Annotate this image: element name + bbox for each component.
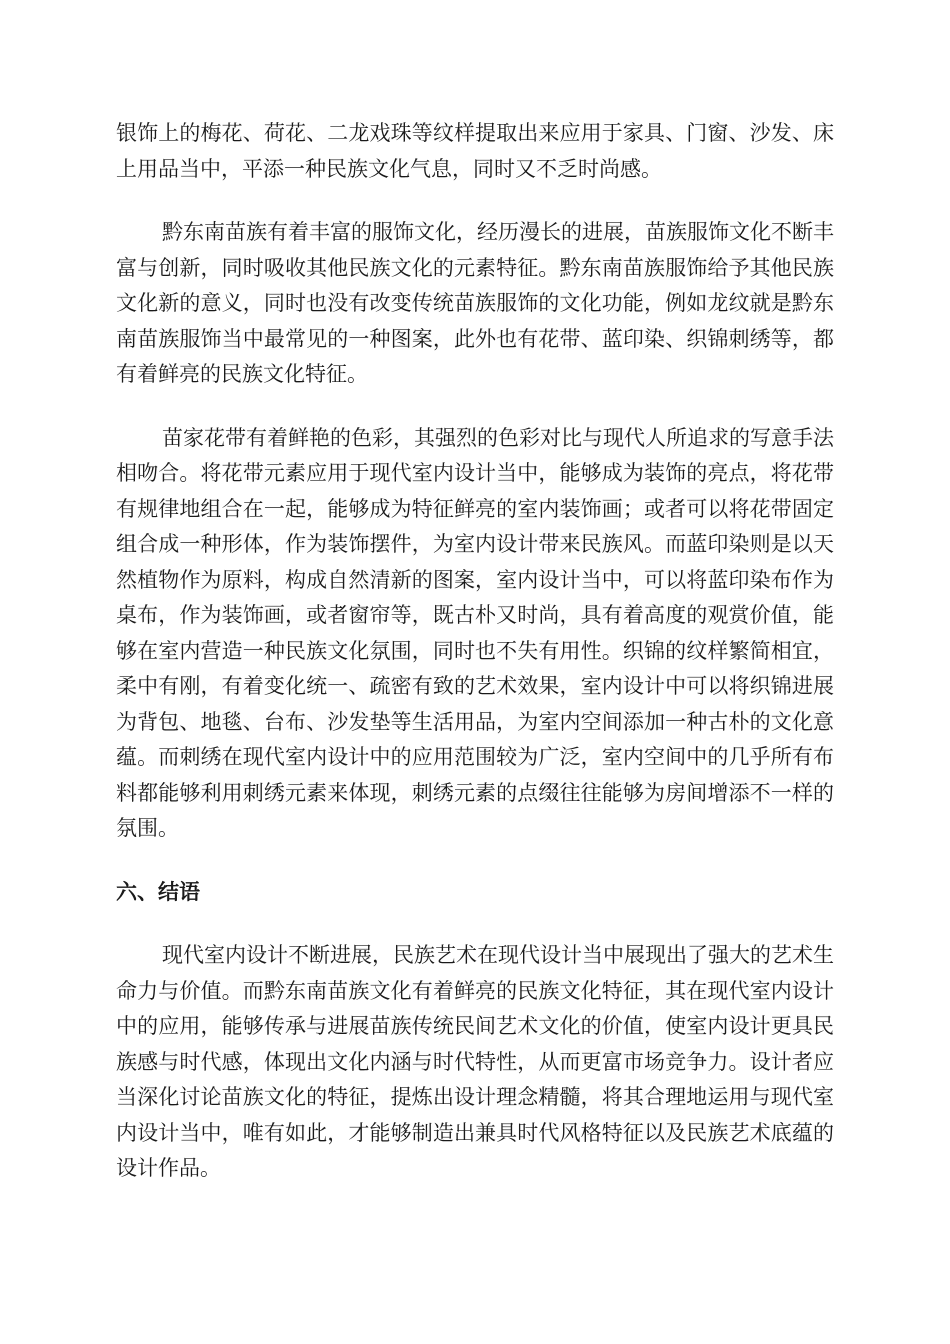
- paragraph-flower-belt-applications: 苗家花带有着鲜艳的色彩，其强烈的色彩对比与现代人所追求的写意手法相吻合。将花带元素应用于现代室内设计当中，能够成为装饰的亮点，将花带有规律地组合在一起，能够成为特征鲜亮的室内装饰画；或者可以将花带固定组合成一种形体，作为装饰摆件，为室内设计带来民族风。而蓝印染则是以天然植物作为原料，构成自然清新的图案，室内设计当中，可以将蓝印染布作为桌布，作为装饰画，或者窗帘等，既古朴又时尚，具有着高度的观赏价值，能够在室内营造一种民族文化氛围，同时也不失有用性。织锦的纹样繁简相宜，柔中有刚，有着变化统一、疏密有致的艺术效果，室内设计中可以将织锦进展为背包、地毯、台布、沙发垫等生活用品，为室内空间添加一种古朴的文化意蕴。而刺绣在现代室内设计中的应用范围较为广泛，室内空间中的几乎所有布料都能够利用刺绣元素来体现，刺绣元素的点缀往往能够为房间增添不一样的氛围。: [116, 425, 834, 840]
- paragraph-silver-ornaments: 银饰上的梅花、荷花、二龙戏珠等纹样提取出来应用于家具、门窗、沙发、床上用品当中，平添一种民族文化气息，同时又不乏时尚感。: [116, 121, 834, 181]
- document-page: [116, 116, 834, 1215]
- section-heading-conclusion: 六、结语: [116, 879, 200, 904]
- paragraph-conclusion: 现代室内设计不断进展，民族艺术在现代设计当中展现出了强大的艺术生命力与价值。而黔东南苗族文化有着鲜亮的民族文化特征，其在现代室内设计中的应用，能够传承与进展苗族传统民间艺术文化的价值，使室内设计更具民族感与时代感，体现出文化内涵与时代特性，从而更富市场竞争力。设计者应当深化讨论苗族文化的特征，提炼出设计理念精髓，将其合理地运用与现代室内设计当中，唯有如此，才能够制造出兼具时代风格特征以及民族艺术底蕴的设计作品。: [116, 943, 834, 1180]
- paragraph-miao-costume: 黔东南苗族有着丰富的服饰文化，经历漫长的进展，苗族服饰文化不断丰富与创新，同时吸收其他民族文化的元素特征。黔东南苗族服饰给予其他民族文化新的意义，同时也没有改变传统苗族服饰的文化功能，例如龙纹就是黔东南苗族服饰当中最常见的一种图案，此外也有花带、蓝印染、织锦刺绣等，都有着鲜亮的民族文化特征。: [116, 220, 834, 386]
